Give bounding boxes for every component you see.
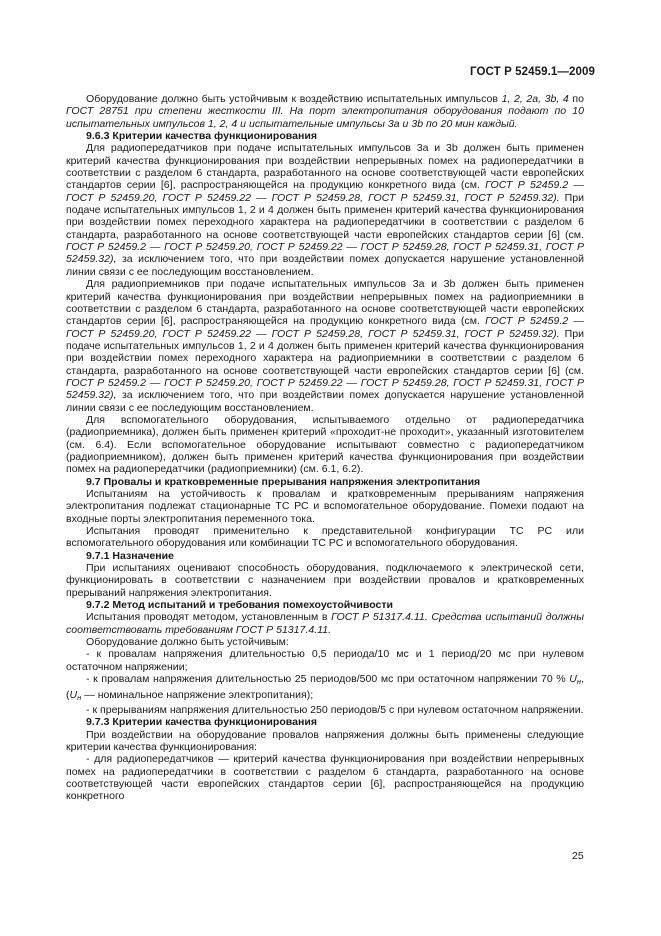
section-heading: 9.6.3 Критерии качества функционирования — [86, 130, 317, 143]
paragraph: Для вспомогательного оборудования, испытываемого отдельно от радиопередатчика (радиоприемника), должен быть применен критерий «проходит-не проходит», указанный изготовителем (см. 6.4). Если вспомогательное оборудование испытывают совместно с радиопередатчиком (радиоприемником), должен быть применен критерий качества функционирования при воздействии помех на радиопередатчики (радиоприемники) (см. 6.1, 6.2). — [66, 413, 584, 476]
paragraph: Для радиоприемников при подаче испытательных импульсов 3a и 3b должен быть применен критерий качества функционирования при воздействии непрерывных помех на радиоприемники в соответствии с разделом 6 стандарта, разработанного на основе соответствующей части европейских стандартов серии [6], распространяющейся на продукцию конкретного вида (см. ГОСТ Р 52459.2 — ГОСТ Р 52459.20, ГОСТ Р 52459.22 — ГОСТ Р 52459.28, ГОСТ Р 52459.31, ГОСТ Р 52459.32). При подаче испытательных импульсов 1, 2 и 4 должен быть применен критерий качества функционирования при воздействии помех переходного характера на радиоприемники в соответствии с разделом 6 стандарта, разработанного на основе соответствующей части европейских стандартов серии [6] (см. ГОСТ Р 52459.2 — ГОСТ Р 52459.20, ГОСТ Р 52459.22 — ГОСТ Р 52459.28, ГОСТ Р 52459.31, ГОСТ Р 52459.32), за исключением того, что при воздействии помех допускается нарушение установленной линии связи с ее последующим восстановлением. — [66, 278, 585, 414]
section-heading: 9.7 Провалы и кратковременные прерывания напряжения электропитания — [86, 475, 481, 488]
page-number: 25 — [572, 850, 584, 862]
paragraph: - к провалам напряжения длительностью 0,5 периода/10 мс и 1 период/20 мс при нулевом остаточном напряжении; — [66, 648, 584, 673]
section-heading: 9.7.3 Критерии качества функционирования — [86, 716, 317, 729]
document-header: ГОСТ Р 52459.1—2009 — [470, 66, 595, 78]
paragraph: Оборудование должно быть устойчивым к воздействию испытательных импульсов 1, 2, 2a, 3b, 4 по ГОСТ 28751 при степени жесткости III. На порт электропитания оборудования подают по 10 испытательных импульсов 1, 2, 4 и испытательные импульсы 3a и 3b по 20 мин каждый. — [66, 93, 584, 130]
section-heading: 9.7.1 Назначение — [86, 549, 174, 562]
section-heading: 9.7.2 Метод испытаний и требования помехоустойчивости — [86, 599, 394, 612]
paragraph: Испытания проводят применительно к представительной конфигурации ТС РС или вспомогательного оборудования или комбинации ТС РС и вспомогательного оборудования. — [66, 525, 584, 550]
paragraph: Испытания проводят методом, установленным в ГОСТ Р 51317.4.11. Средства испытаний должны соответствовать требованиям ГОСТ Р 51317.4.11. — [66, 611, 584, 636]
paragraph: Оборудование должно быть устойчивым: — [86, 636, 289, 649]
paragraph: При воздействии на оборудование провалов напряжения должны быть применены следующие критерии качества функционирования: — [66, 728, 584, 753]
paragraph: При испытаниях оценивают способность оборудования, подключаемого к электрической сети, функционировать в соответствии с назначением при воздействии провалов и кратковременных прерываний напряжения электропитания. — [66, 562, 584, 599]
paragraph: Для радиопередатчиков при подаче испытательных импульсов 3a и 3b должен быть применен критерий качества функционирования при воздействии непрерывных помех на радиопередатчики в соответствии с разделом 6 стандарта, разработанного на основе соответствующей части европейских стандартов серии [6], распространяющейся на продукцию конкретного вида (см. ГОСТ Р 52459.2 — ГОСТ Р 52459.20, ГОСТ Р 52459.22 — ГОСТ Р 52459.28, ГОСТ Р 52459.31, ГОСТ Р 52459.32). При подаче испытательных импульсов 1, 2 и 4 должен быть применен критерий качества функционирования при воздействии помех переходного характера на радиопередатчики в соответствии с разделом 6 стандарта, разработанного на основе соответствующей части европейских стандартов серии [6] (см. ГОСТ Р 52459.2 — ГОСТ Р 52459.20, ГОСТ Р 52459.22 — ГОСТ Р 52459.28, ГОСТ Р 52459.31, ГОСТ Р 52459.32), за исключением того, что при воздействии помех допускается нарушение установленной линии связи с ее последующим восстановлением. — [66, 142, 585, 278]
paragraph: - к провалам напряжения длительностью 25 периодов/500 мс при остаточном напряжении 70 % $U_н$, ($U_н$ — номинальное напряжение электропитания); — [66, 673, 584, 702]
paragraph: - для радиопередатчиков — критерий качества функционирования при воздействии непрерывных помех на радиопередатчики в соответствии с разделом 6 стандарта, разработанного на основе соответствующей части европейских стандартов серии [6], распространяющейся на продукцию конкретного — [66, 753, 584, 803]
document-body — [66, 93, 584, 803]
paragraph: Испытаниям на устойчивость к провалам и кратковременным прерываниям напряжения электропитания подлежат стационарные ТС РС и вспомогательное оборудование. Помехи подают на входные порты электропитания переменного тока. — [66, 488, 584, 525]
paragraph: - к прерываниям напряжения длительностью 250 периодов/5 с при нулевом остаточном напряжении. — [86, 703, 584, 716]
